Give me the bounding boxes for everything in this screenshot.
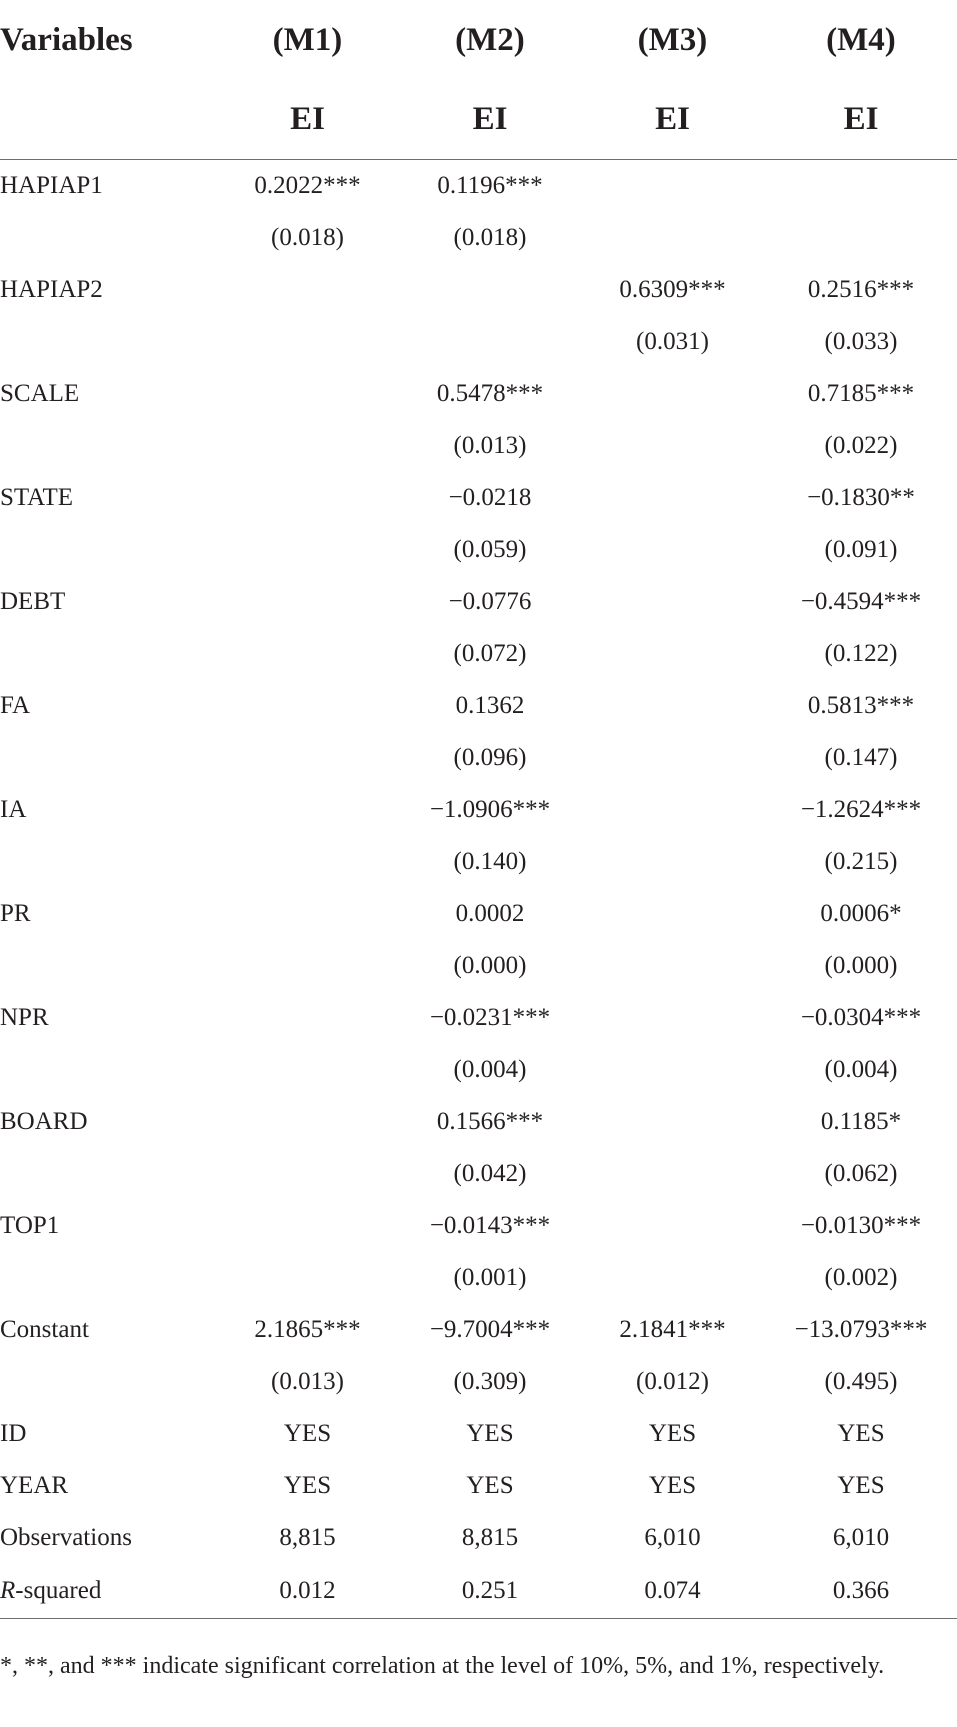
variable-label: FA	[0, 692, 31, 719]
table-row-standard-error	[0, 1252, 957, 1304]
coefficient-cell: 0.5813***	[807, 692, 915, 719]
standard-error-cell	[580, 1044, 765, 1096]
summary-value-cell: YES	[466, 1420, 514, 1447]
rsquared-value-cell: 0.366	[765, 1564, 957, 1619]
standard-error-cell	[580, 836, 765, 888]
standard-error-cell	[215, 628, 400, 680]
coefficient-cell: 0.6309***	[619, 276, 726, 303]
variable-label: IA	[0, 796, 27, 823]
model-header: (M2)	[455, 21, 525, 58]
table-row-coefficient	[0, 576, 957, 628]
standard-error-cell	[580, 628, 765, 680]
coefficient-cell: −0.0231***	[429, 1004, 551, 1031]
blank-label-cell	[0, 1044, 215, 1096]
coefficient-cell	[580, 888, 765, 940]
coefficient-cell	[580, 992, 765, 1044]
coefficient-cell	[580, 784, 765, 836]
model-header: (M1)	[272, 21, 343, 58]
table-row-standard-error	[0, 836, 957, 888]
coefficient-cell	[580, 680, 765, 732]
dependent-variable-header: EI	[765, 80, 957, 160]
standard-error-cell: (0.309)	[453, 1368, 527, 1395]
rsquared-label	[0, 1564, 215, 1619]
dependent-variable-header: EI	[580, 80, 765, 160]
table-row-rsquared	[0, 1564, 957, 1619]
standard-error-cell: (0.018)	[271, 224, 344, 251]
standard-error-cell: (0.001)	[453, 1264, 527, 1291]
standard-error-cell: (0.031)	[636, 328, 709, 355]
coefficient-cell: −1.0906***	[429, 796, 551, 823]
standard-error-cell: (0.495)	[824, 1368, 898, 1395]
variables-header: Variables	[0, 21, 133, 58]
standard-error-cell	[580, 212, 765, 264]
coefficient-cell: 0.1362	[455, 692, 525, 719]
variable-label: HAPIAP1	[0, 172, 103, 199]
header-row-models	[0, 0, 957, 80]
coefficient-cell: −0.0143***	[429, 1212, 551, 1239]
standard-error-cell: (0.042)	[453, 1160, 527, 1187]
coefficient-cell	[580, 576, 765, 628]
standard-error-cell	[215, 836, 400, 888]
standard-error-cell	[215, 1044, 400, 1096]
blank-label-cell	[0, 316, 215, 368]
rsquared-label-rest: -squared	[15, 1577, 102, 1604]
coefficient-cell	[400, 264, 580, 316]
table-row-summary	[0, 1460, 957, 1512]
standard-error-cell: (0.096)	[453, 744, 527, 771]
table-row-standard-error	[0, 212, 957, 264]
summary-value-cell: YES	[837, 1472, 885, 1499]
dependent-variable-header: EI	[215, 80, 400, 160]
standard-error-cell	[580, 420, 765, 472]
table-row-standard-error	[0, 420, 957, 472]
summary-label: ID	[0, 1420, 27, 1447]
table-row-coefficient	[0, 368, 957, 420]
coefficient-cell	[580, 368, 765, 420]
blank-label-cell	[0, 628, 215, 680]
table-row-summary	[0, 1512, 957, 1564]
table-row-coefficient	[0, 992, 957, 1044]
coefficient-cell	[580, 160, 765, 213]
coefficient-cell	[215, 784, 400, 836]
standard-error-cell	[215, 420, 400, 472]
standard-error-cell: (0.012)	[636, 1368, 709, 1395]
coefficient-cell: −0.0130***	[800, 1212, 922, 1239]
standard-error-cell: (0.000)	[453, 952, 527, 979]
standard-error-cell: (0.215)	[824, 848, 898, 875]
variable-label: HAPIAP2	[0, 276, 103, 303]
standard-error-cell: (0.059)	[453, 536, 527, 563]
variable-label: BOARD	[0, 1108, 88, 1135]
variable-label: SCALE	[0, 380, 80, 407]
table-row-coefficient	[0, 472, 957, 524]
table-row-coefficient	[0, 264, 957, 316]
rsquared-label-italic: R	[0, 1577, 16, 1604]
table-row-coefficient	[0, 680, 957, 732]
coefficient-cell: −0.0304***	[800, 1004, 922, 1031]
coefficient-cell: −9.7004***	[429, 1316, 551, 1343]
summary-label: Observations	[0, 1524, 132, 1551]
blank-label-cell	[0, 940, 215, 992]
dependent-variable-header: EI	[400, 80, 580, 160]
standard-error-cell	[215, 732, 400, 784]
summary-value-cell: YES	[648, 1420, 697, 1447]
coefficient-cell: −0.0218	[448, 484, 532, 511]
coefficient-cell	[215, 472, 400, 524]
coefficient-cell: 0.2516***	[807, 276, 915, 303]
rsquared-value-cell: 0.012	[215, 1564, 400, 1619]
standard-error-cell	[400, 316, 580, 368]
standard-error-cell	[580, 1148, 765, 1200]
table-row-coefficient	[0, 1200, 957, 1252]
table-row-summary	[0, 1408, 957, 1460]
table-row-standard-error	[0, 628, 957, 680]
table-row-coefficient	[0, 1304, 957, 1356]
summary-value-cell: YES	[466, 1472, 514, 1499]
coefficient-cell: −13.0793***	[794, 1316, 928, 1343]
standard-error-cell	[215, 1148, 400, 1200]
rsquared-value-cell: 0.251	[400, 1564, 580, 1619]
summary-label: YEAR	[0, 1472, 69, 1499]
blank-label-cell	[0, 212, 215, 264]
table-footnote: *, **, and *** indicate significant correlation at the level of 10%, 5%, and 1%, respectively.	[0, 1653, 885, 1679]
standard-error-cell: (0.147)	[824, 744, 898, 771]
standard-error-cell: (0.004)	[453, 1056, 527, 1083]
summary-value-cell: 8,815	[461, 1524, 519, 1551]
standard-error-cell: (0.033)	[824, 328, 898, 355]
table-body	[0, 160, 957, 1619]
blank-label-cell	[0, 1252, 215, 1304]
standard-error-cell: (0.062)	[824, 1160, 898, 1187]
standard-error-cell	[215, 940, 400, 992]
standard-error-cell: (0.013)	[271, 1368, 344, 1395]
standard-error-cell	[215, 524, 400, 576]
variable-label: DEBT	[0, 588, 66, 615]
blank-label-cell	[0, 836, 215, 888]
coefficient-cell: 0.7185***	[807, 380, 915, 407]
table-row-standard-error	[0, 732, 957, 784]
standard-error-cell: (0.004)	[824, 1056, 898, 1083]
table-row-standard-error	[0, 1356, 957, 1408]
standard-error-cell	[580, 524, 765, 576]
standard-error-cell: (0.000)	[824, 952, 898, 979]
model-header: (M4)	[826, 21, 896, 58]
standard-error-cell: (0.122)	[824, 640, 898, 667]
variable-label: TOP1	[0, 1212, 60, 1239]
coefficient-cell	[215, 1096, 400, 1148]
coefficient-cell: 0.0002	[455, 900, 525, 927]
standard-error-cell	[215, 1252, 400, 1304]
coefficient-cell	[580, 472, 765, 524]
blank-label-cell	[0, 732, 215, 784]
coefficient-cell	[215, 888, 400, 940]
coefficient-cell: −0.4594***	[800, 588, 922, 615]
blank-label-cell	[0, 524, 215, 576]
coefficient-cell: 2.1865***	[254, 1316, 361, 1343]
standard-error-cell	[765, 212, 957, 264]
coefficient-cell: 0.2022***	[254, 172, 361, 199]
table-row-standard-error	[0, 940, 957, 992]
table-row-standard-error	[0, 1044, 957, 1096]
coefficient-cell: 0.1566***	[436, 1108, 544, 1135]
standard-error-cell: (0.091)	[824, 536, 898, 563]
standard-error-cell: (0.072)	[453, 640, 527, 667]
variable-label: STATE	[0, 484, 73, 511]
coefficient-cell	[765, 160, 957, 213]
coefficient-cell	[215, 368, 400, 420]
standard-error-cell: (0.018)	[453, 224, 527, 251]
table-row-coefficient	[0, 1096, 957, 1148]
coefficient-cell: −1.2624***	[800, 796, 922, 823]
blank-label-cell	[0, 1356, 215, 1408]
summary-value-cell: YES	[283, 1420, 332, 1447]
standard-error-cell	[580, 1252, 765, 1304]
coefficient-cell	[215, 680, 400, 732]
coefficient-cell: −0.0776	[448, 588, 532, 615]
variable-label: Constant	[0, 1316, 89, 1343]
variable-label: PR	[0, 900, 31, 927]
standard-error-cell: (0.022)	[824, 432, 898, 459]
table-row-coefficient	[0, 784, 957, 836]
coefficient-cell: 0.5478***	[436, 380, 544, 407]
variable-label: NPR	[0, 1004, 49, 1031]
coefficient-cell	[215, 576, 400, 628]
standard-error-cell: (0.140)	[453, 848, 527, 875]
coefficient-cell	[580, 1096, 765, 1148]
summary-value-cell: 6,010	[644, 1524, 701, 1551]
coefficient-cell: 0.0006*	[820, 900, 902, 927]
coefficient-cell	[215, 264, 400, 316]
rsquared-value-cell: 0.074	[580, 1564, 765, 1619]
coefficient-cell: 0.1196***	[437, 172, 543, 199]
standard-error-cell	[580, 732, 765, 784]
table-row-coefficient	[0, 888, 957, 940]
table-row-standard-error	[0, 524, 957, 576]
summary-value-cell: YES	[648, 1472, 697, 1499]
summary-value-cell: 6,010	[832, 1524, 890, 1551]
summary-value-cell: 8,815	[279, 1524, 336, 1551]
standard-error-cell	[215, 316, 400, 368]
model-header: (M3)	[637, 21, 708, 58]
summary-value-cell: YES	[283, 1472, 332, 1499]
coefficient-cell	[215, 1200, 400, 1252]
table-row-coefficient	[0, 160, 957, 213]
coefficient-cell: 2.1841***	[619, 1316, 726, 1343]
standard-error-cell: (0.002)	[824, 1264, 898, 1291]
blank-header-cell	[0, 80, 215, 160]
blank-label-cell	[0, 1148, 215, 1200]
standard-error-cell	[580, 940, 765, 992]
coefficient-cell: 0.1185*	[820, 1108, 902, 1135]
summary-value-cell: YES	[837, 1420, 885, 1447]
coefficient-cell	[580, 1200, 765, 1252]
table-row-standard-error	[0, 1148, 957, 1200]
coefficient-cell	[215, 992, 400, 1044]
header-row-dependent	[0, 80, 957, 160]
table-row-standard-error	[0, 316, 957, 368]
coefficient-cell: −0.1830**	[807, 484, 915, 511]
standard-error-cell: (0.013)	[453, 432, 527, 459]
blank-label-cell	[0, 420, 215, 472]
